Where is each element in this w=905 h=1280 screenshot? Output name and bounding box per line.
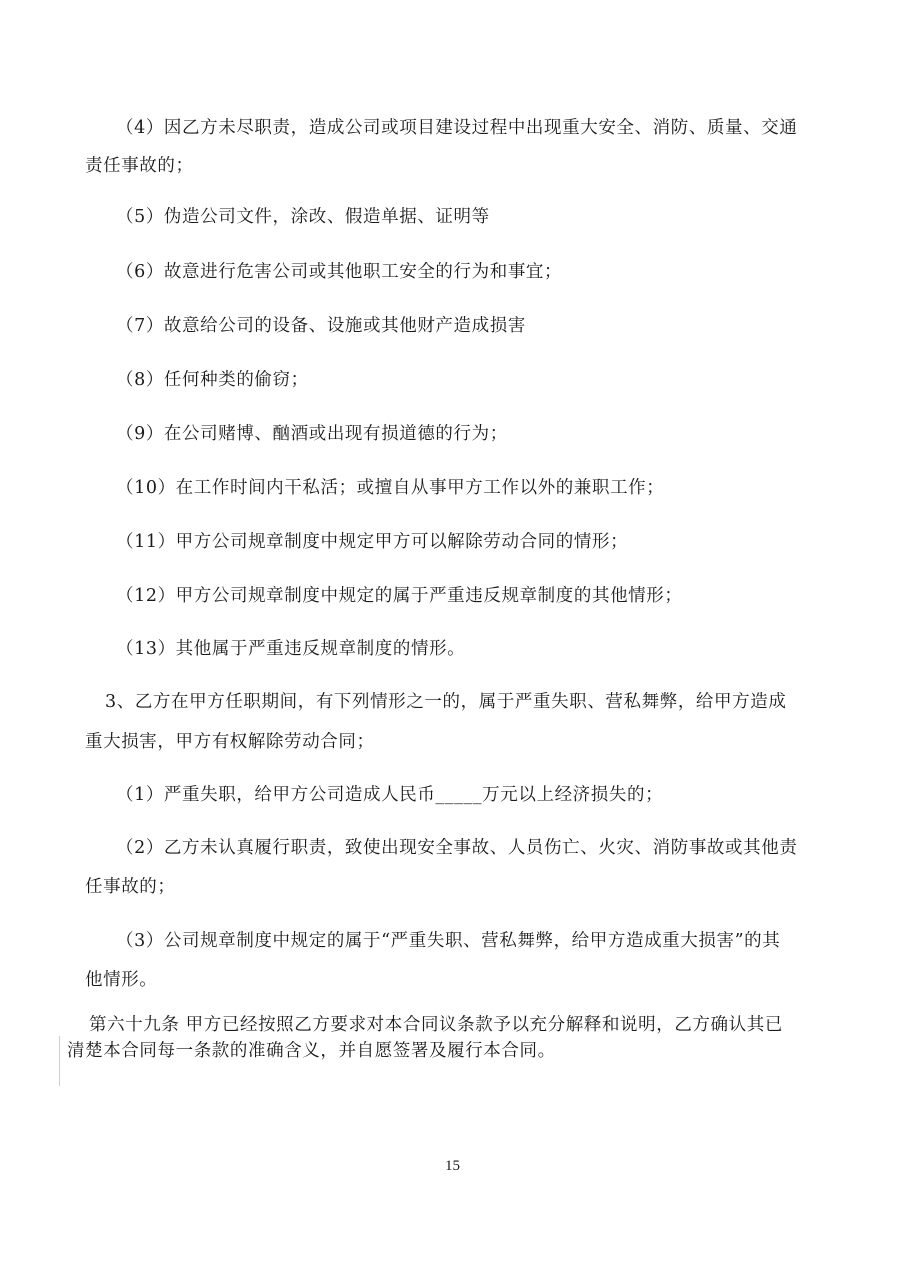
clause-10: （10）在工作时间内干私活；或擅自从事甲方工作以外的兼职工作； [116,478,665,498]
clause-4-line-1: （4）因乙方未尽职责，造成公司或项目建设过程中出现重大安全、消防、质量、交通 [116,118,798,138]
clause-8: （8）任何种类的偷窃； [116,370,309,390]
section-3-item-2-line-2: 任事故的； [85,877,176,897]
clause-13: （13）其他属于严重违反规章制度的情形。 [116,639,466,659]
clause-11: （11）甲方公司规章制度中规定甲方可以解除劳动合同的情形； [116,532,629,552]
clause-6: （6）故意进行危害公司或其他职工安全的行为和事宜； [116,262,563,282]
clause-9: （9）在公司赌博、酗酒或出现有损道德的行为； [116,424,508,444]
section-3-line-1: 3、乙方在甲方任职期间，有下列情形之一的，属于严重失职、营私舞弊，给甲方造成 [105,692,787,712]
clause-5: （5）伪造公司文件，涂改、假造单据、证明等 [116,207,490,227]
clause-4-line-2: 责任事故的； [85,156,194,176]
page-number: 15 [445,1158,460,1174]
clause-12: （12）甲方公司规章制度中规定的属于严重违反规章制度的其他情形； [116,586,683,606]
section-3-item-3-line-1: （3）公司规章制度中规定的属于“严重失职、营私舞弊，给甲方造成重大损害”的其 [116,931,781,951]
clause-7: （7）故意给公司的设备、设施或其他财产造成损害 [116,316,526,336]
margin-line [59,1036,60,1086]
section-3-item-1: （1）严重失职，给甲方公司造成人民币_____万元以上经济损失的； [116,785,664,805]
article-69-line-1: 第六十九条 甲方已经按照乙方要求对本合同议条款予以充分解释和说明，乙方确认其已 [89,1015,783,1035]
section-3-item-2-line-1: （2）乙方未认真履行职责，致使出现安全事故、人员伤亡、火灾、消防事故或其他责 [116,838,798,858]
article-69-line-2: 清楚本合同每一条款的准确含义，并自愿签署及履行本合同。 [67,1041,556,1061]
section-3-line-2: 重大损害，甲方有权解除劳动合同； [85,732,375,752]
section-3-item-3-line-2: 他情形。 [85,970,158,990]
